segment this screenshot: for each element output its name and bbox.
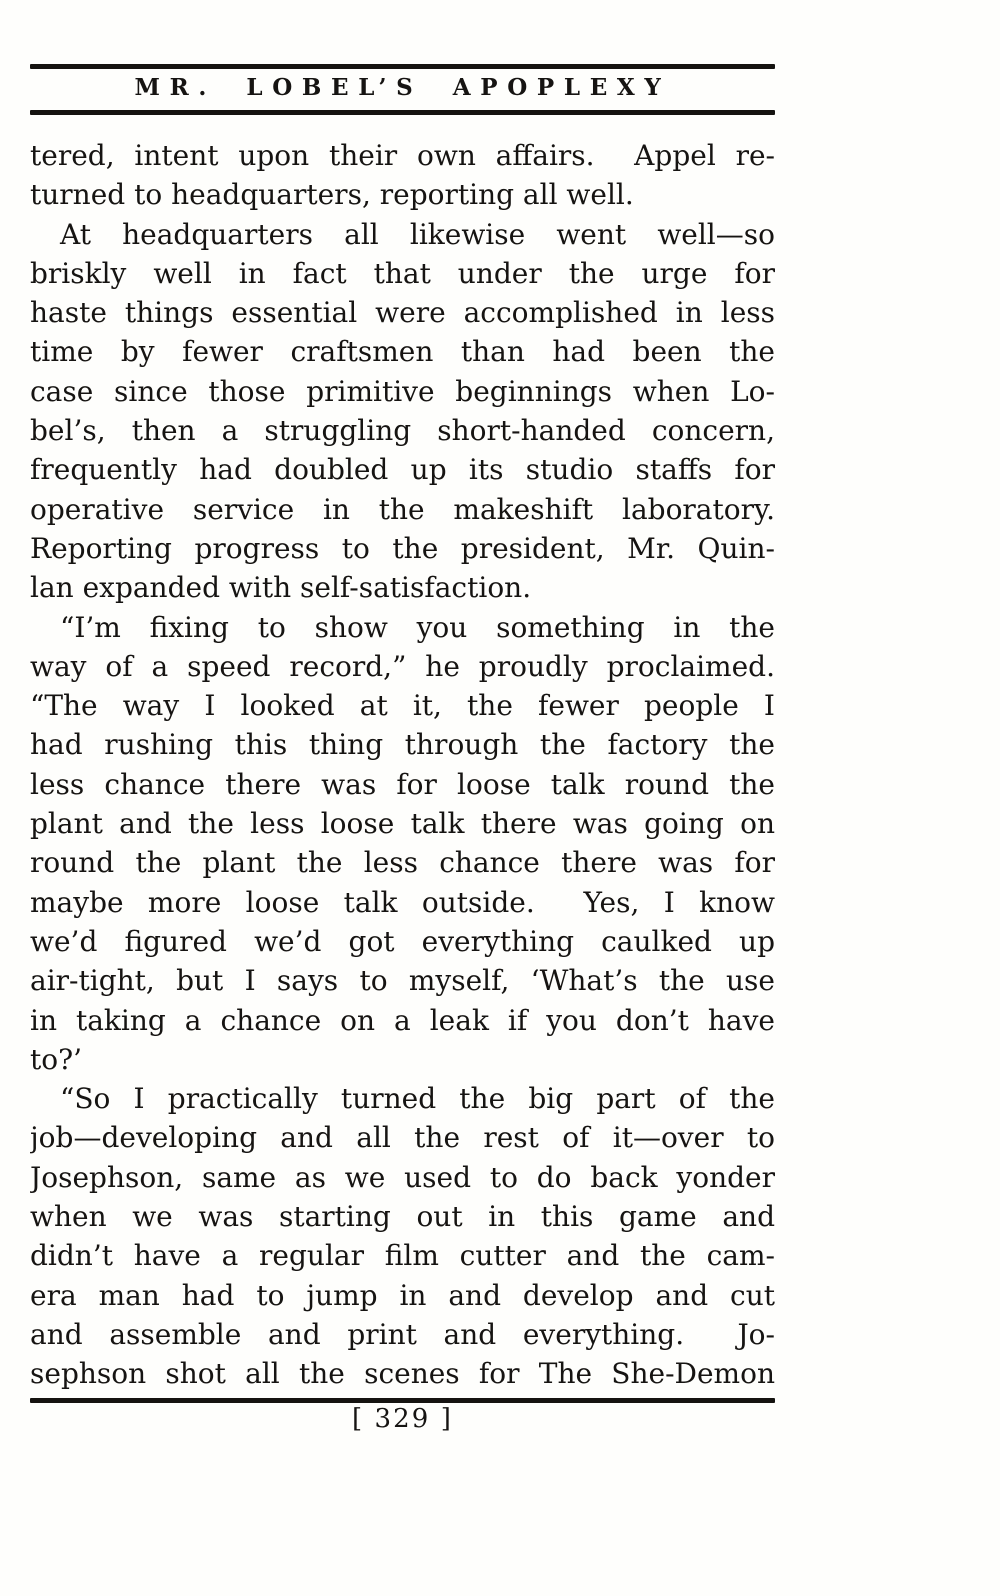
text-line: round the plant the less chance there was for (30, 846, 775, 880)
text-line: job—developing and all the rest of it—over to (30, 1121, 775, 1155)
text-line: turned to headquarters, reporting all well. (30, 178, 634, 212)
text-line: At headquarters all likewise went well—so (60, 217, 775, 251)
running-head-title: MR. LOBEL’S APOPLEXY (134, 74, 671, 101)
text-line: lan expanded with self-satisfaction. (30, 571, 532, 605)
text-line: maybe more loose talk outside. Yes, I know (30, 885, 775, 919)
text-line: air-tight, but I says to myself, ‘What’s the use (30, 964, 775, 998)
text-line: less chance there was for loose talk round the (30, 767, 775, 801)
page-number: [ 329 ] (351, 1404, 453, 1434)
text-line: “So I practically turned the big part of the (60, 1082, 775, 1116)
text-line: when we was starting out in this game and (30, 1200, 775, 1234)
text-line: era man had to jump in and develop and cut (30, 1278, 775, 1312)
footer-rule (30, 1398, 775, 1403)
text-line: haste things essential were accomplished in less (30, 296, 775, 330)
text-line: and assemble and print and everything. Jo- (30, 1317, 775, 1351)
text-line: didn’t have a regular film cutter and the cam- (30, 1239, 775, 1273)
text-line: case since those primitive beginnings when Lo- (30, 374, 775, 408)
text-line: tered, intent upon their own affairs. Appel re- (30, 139, 775, 172)
text-line: bel’s, then a struggling short-handed concern, (30, 414, 775, 448)
text-line: Reporting progress to the president, Mr. Quin- (30, 531, 775, 565)
text-block (30, 136, 775, 1394)
text-line: had rushing this thing through the factory the (30, 728, 775, 762)
text-line: frequently had doubled up its studio staffs for (30, 453, 775, 487)
text-line: “I’m fixing to show you something in the (60, 610, 775, 644)
text-line: plant and the less loose talk there was going on (30, 807, 775, 841)
text-line: time by fewer craftsmen than had been the (30, 335, 775, 369)
text-line: we’d figured we’d got everything caulked up (30, 924, 775, 958)
text-line: to?’ (30, 1042, 83, 1076)
text-line: briskly well in fact that under the urge for (30, 256, 775, 290)
header-rule-top (30, 64, 775, 69)
text-line: “The way I looked at it, the fewer people I (30, 689, 775, 723)
header-rule-bottom (30, 110, 775, 115)
text-line: way of a speed record,” he proudly proclaimed. (30, 649, 775, 683)
text-line: operative service in the makeshift laboratory. (30, 492, 775, 526)
text-line: sephson shot all the scenes for The She-Demon (30, 1357, 775, 1391)
text-line: Josephson, same as we used to do back yonder (30, 1160, 775, 1194)
text-line: in taking a chance on a leak if you don’t have (30, 1003, 775, 1037)
